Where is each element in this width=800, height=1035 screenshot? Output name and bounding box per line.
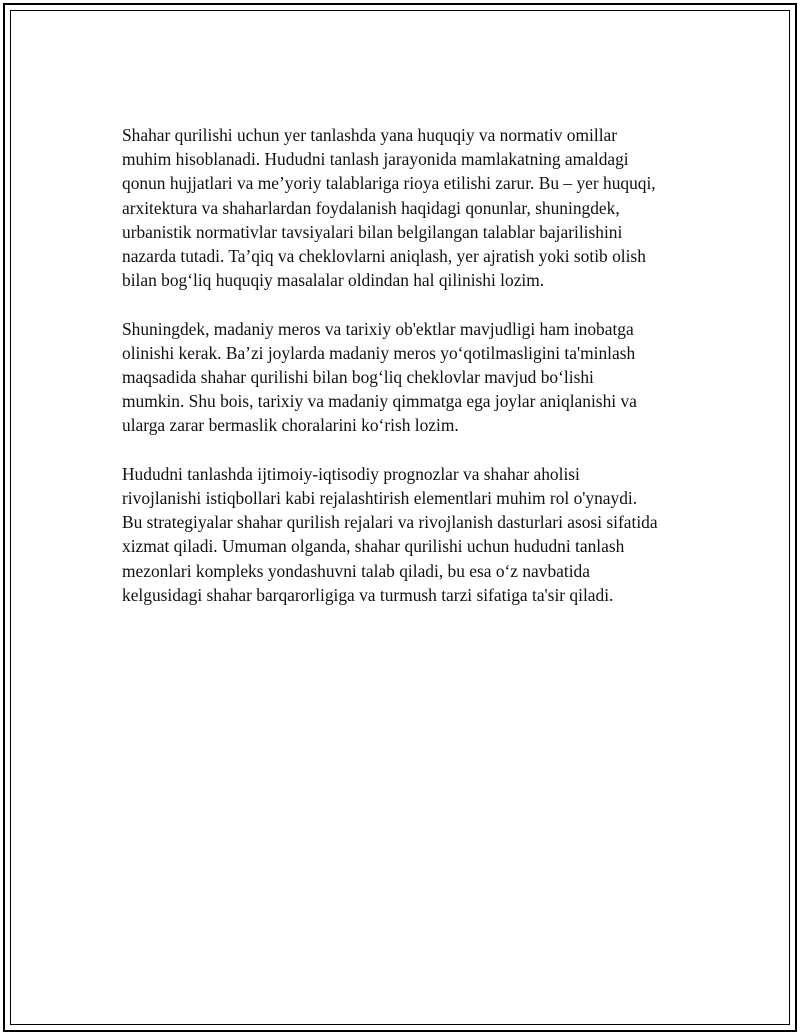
document-page bbox=[3, 3, 797, 1032]
paragraph-legal-factors: Shahar qurilishi uchun yer tanlashda yana huquqiy va normativ omillar muhim hisoblanadi. Hududni tanlash jarayonida mamlakatning amaldagi qonun hujjatlari va me’yoriy talablariga rioya etilishi zarur. Bu – yer huquqi, arxitektura va shaharlardan foydalanish haqidagi qonunlar, shuningdek, urbanistik normativlar tavsiyalari bilan belgilangan talablar bajarilishini nazarda tutadi. Ta’qiq va cheklovlarni aniqlash, yer ajratish yoki sotib olish bilan bog‘liq huquqiy masalalar oldindan hal qilinishi lozim. bbox=[122, 125, 656, 291]
document-body bbox=[122, 123, 712, 631]
paragraph-socio-economic: Hududni tanlashda ijtimoiy-iqtisodiy prognozlar va shahar aholisi rivojlanishi istiqbollari kabi rejalashtirish elementlari muhim rol o'ynaydi. Bu strategiyalar shahar qurilish rejalari va rivojlanish dasturlari asosi sifatida xizmat qiladi. Umuman olganda, shahar qurilishi uchun hududni tanlash mezonlari kompleks yondashuvni talab qiladi, bu esa o‘z navbatida kelgusidagi shahar barqarorligiga va turmush tarzi sifatiga ta'sir qiladi. bbox=[122, 463, 658, 605]
paragraph-cultural-heritage: Shuningdek, madaniy meros va tarixiy ob'ektlar mavjudligi ham inobatga olinishi kerak. Ba’zi joylarda madaniy meros yo‘qotilmasligini ta'minlash maqsadida shahar qurilishi bilan bog‘liq cheklovlar mavjud bo‘lishi mumkin. Shu bois, tarixiy va madaniy qimmatga ega joylar aniqlanishi va ularga zarar bermaslik choralarini ko‘rish lozim. bbox=[122, 318, 637, 436]
